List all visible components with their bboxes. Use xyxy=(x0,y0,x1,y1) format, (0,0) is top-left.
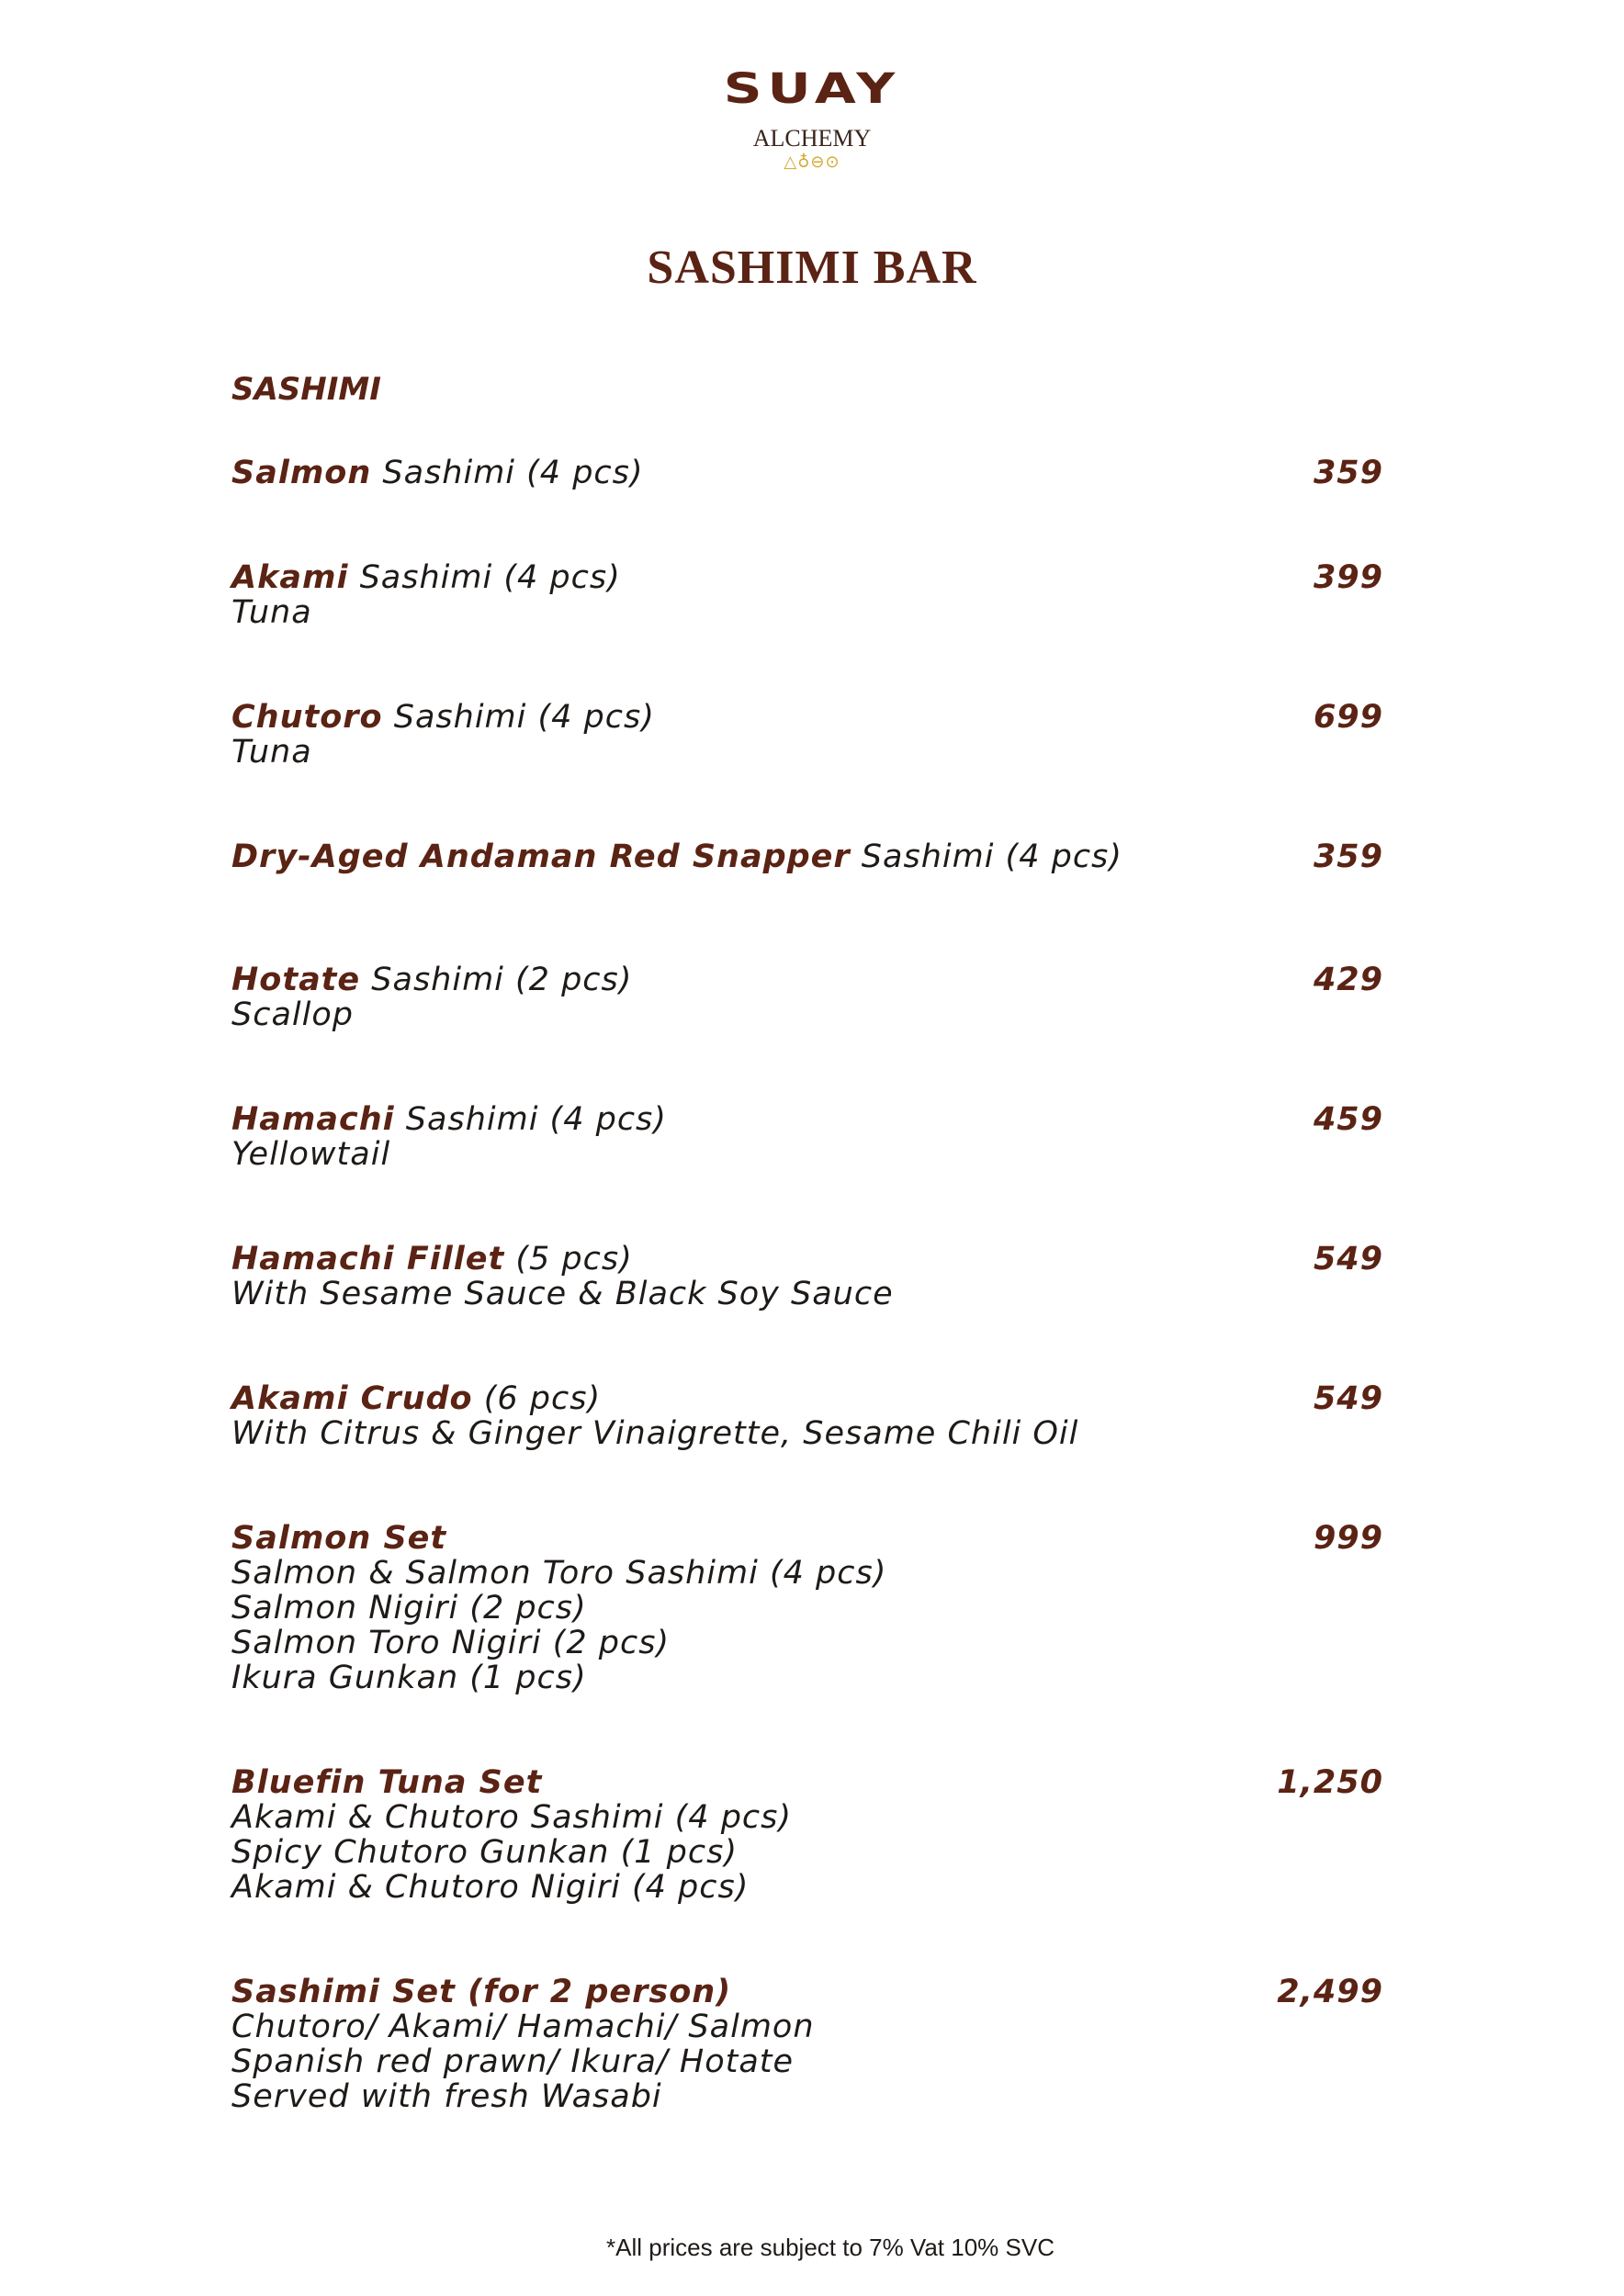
menu-item-portion: Sashimi (4 pcs) xyxy=(371,455,644,491)
menu-item-price: 359 xyxy=(1313,455,1383,491)
menu-item-name: Akami Crudo xyxy=(231,1380,473,1417)
page-title: SASHIMI BAR xyxy=(647,242,977,294)
menu-item-portion: Sashimi (4 pcs) xyxy=(348,559,621,596)
menu-item xyxy=(231,839,1383,874)
menu-item xyxy=(231,560,1383,630)
menu-item-name: Hotate xyxy=(231,962,361,998)
menu-item-name: Bluefin Tuna Set xyxy=(231,1764,543,1801)
brand-logo-subtitle: ALCHEMY xyxy=(752,125,872,152)
menu-item-portion: (5 pcs) xyxy=(504,1241,633,1277)
menu-item-description: With Citrus & Ginger Vinaigrette, Sesame Chili Oil xyxy=(231,1415,1079,1452)
menu-item-description: Salmon & Salmon Toro Sashimi (4 pcs) xyxy=(231,1555,887,1592)
menu-item-name: Dry-Aged Andaman Red Snapper xyxy=(231,838,851,875)
menu-item-name: Sashimi Set (for 2 person) xyxy=(231,1974,732,2010)
menu-item-price: 549 xyxy=(1313,1241,1383,1277)
menu-item-description: Salmon Nigiri (2 pcs) xyxy=(231,1590,587,1626)
menu-item-portion: (6 pcs) xyxy=(472,1380,602,1417)
menu-item-portion: Sashimi (4 pcs) xyxy=(850,838,1122,875)
menu-item-name: Salmon Set xyxy=(231,1520,447,1557)
menu-item-title xyxy=(231,560,1383,595)
menu-item xyxy=(231,1381,1383,1451)
menu-item-price: 429 xyxy=(1313,962,1383,998)
menu-item-price: 549 xyxy=(1313,1380,1383,1417)
menu-item-price: 459 xyxy=(1313,1101,1383,1138)
menu-item-portion: Sashimi (4 pcs) xyxy=(394,1101,667,1138)
menu-item-description: Tuna xyxy=(231,734,312,771)
menu-item-title xyxy=(231,456,1383,490)
menu-item-portion: Sashimi (4 pcs) xyxy=(382,699,655,736)
brand-logo-symbols: △♁⊖⊙ xyxy=(784,152,840,172)
menu-item-title xyxy=(231,1521,1383,1556)
menu-item xyxy=(231,1242,1383,1311)
menu-item-name: Hamachi Fillet xyxy=(231,1241,505,1277)
menu-item-description: Yellowtail xyxy=(231,1136,391,1173)
menu-item-title xyxy=(231,962,1383,997)
menu-item-portion: Sashimi (2 pcs) xyxy=(360,962,633,998)
section-title: SASHIMI xyxy=(231,371,381,408)
menu-item-description: Akami & Chutoro Nigiri (4 pcs) xyxy=(231,1869,750,1906)
menu-item-price: 699 xyxy=(1313,699,1383,736)
menu-item-name: Hamachi xyxy=(231,1101,395,1138)
menu-item-price: 1,250 xyxy=(1277,1764,1383,1801)
menu-item-description: With Sesame Sauce & Black Soy Sauce xyxy=(231,1276,894,1312)
menu-item xyxy=(231,962,1383,1032)
menu-item-name: Chutoro xyxy=(231,699,383,736)
menu-item-title xyxy=(231,839,1383,874)
menu-item-price: 359 xyxy=(1313,838,1383,875)
menu-item-description: Tuna xyxy=(231,594,312,631)
price-footnote: *All prices are subject to 7% Vat 10% SVC xyxy=(606,2234,1054,2261)
menu-item-price: 999 xyxy=(1313,1520,1383,1557)
menu-item xyxy=(231,700,1383,770)
menu-item xyxy=(231,456,1383,490)
menu-item xyxy=(231,1521,1383,1695)
menu-item-title xyxy=(231,1765,1383,1800)
menu-item-name: Salmon xyxy=(231,455,372,491)
menu-item-title xyxy=(231,1975,1383,2009)
menu-item-description: Ikura Gunkan (1 pcs) xyxy=(231,1660,587,1696)
menu-item-description: Scallop xyxy=(231,996,354,1033)
menu-item xyxy=(231,1102,1383,1172)
menu-item-description: Served with fresh Wasabi xyxy=(231,2078,662,2115)
menu-item-description: Spanish red prawn/ Ikura/ Hotate xyxy=(231,2043,795,2080)
menu-item xyxy=(231,1975,1383,2114)
menu-item-title xyxy=(231,1381,1383,1416)
menu-item-name: Akami xyxy=(231,559,349,596)
menu-item-title xyxy=(231,700,1383,735)
menu-item-description: Salmon Toro Nigiri (2 pcs) xyxy=(231,1625,671,1661)
menu-item-description: Chutoro/ Akami/ Hamachi/ Salmon xyxy=(231,2009,815,2045)
menu-item-description: Spicy Chutoro Gunkan (1 pcs) xyxy=(231,1834,739,1871)
menu-item-price: 2,499 xyxy=(1277,1974,1383,2010)
menu-item-price: 399 xyxy=(1313,559,1383,596)
menu-item-title xyxy=(231,1102,1383,1137)
menu-item-description: Akami & Chutoro Sashimi (4 pcs) xyxy=(231,1799,793,1836)
menu-item xyxy=(231,1765,1383,1905)
menu-item-title xyxy=(231,1242,1383,1277)
brand-logo-name: SUAY xyxy=(723,64,901,114)
